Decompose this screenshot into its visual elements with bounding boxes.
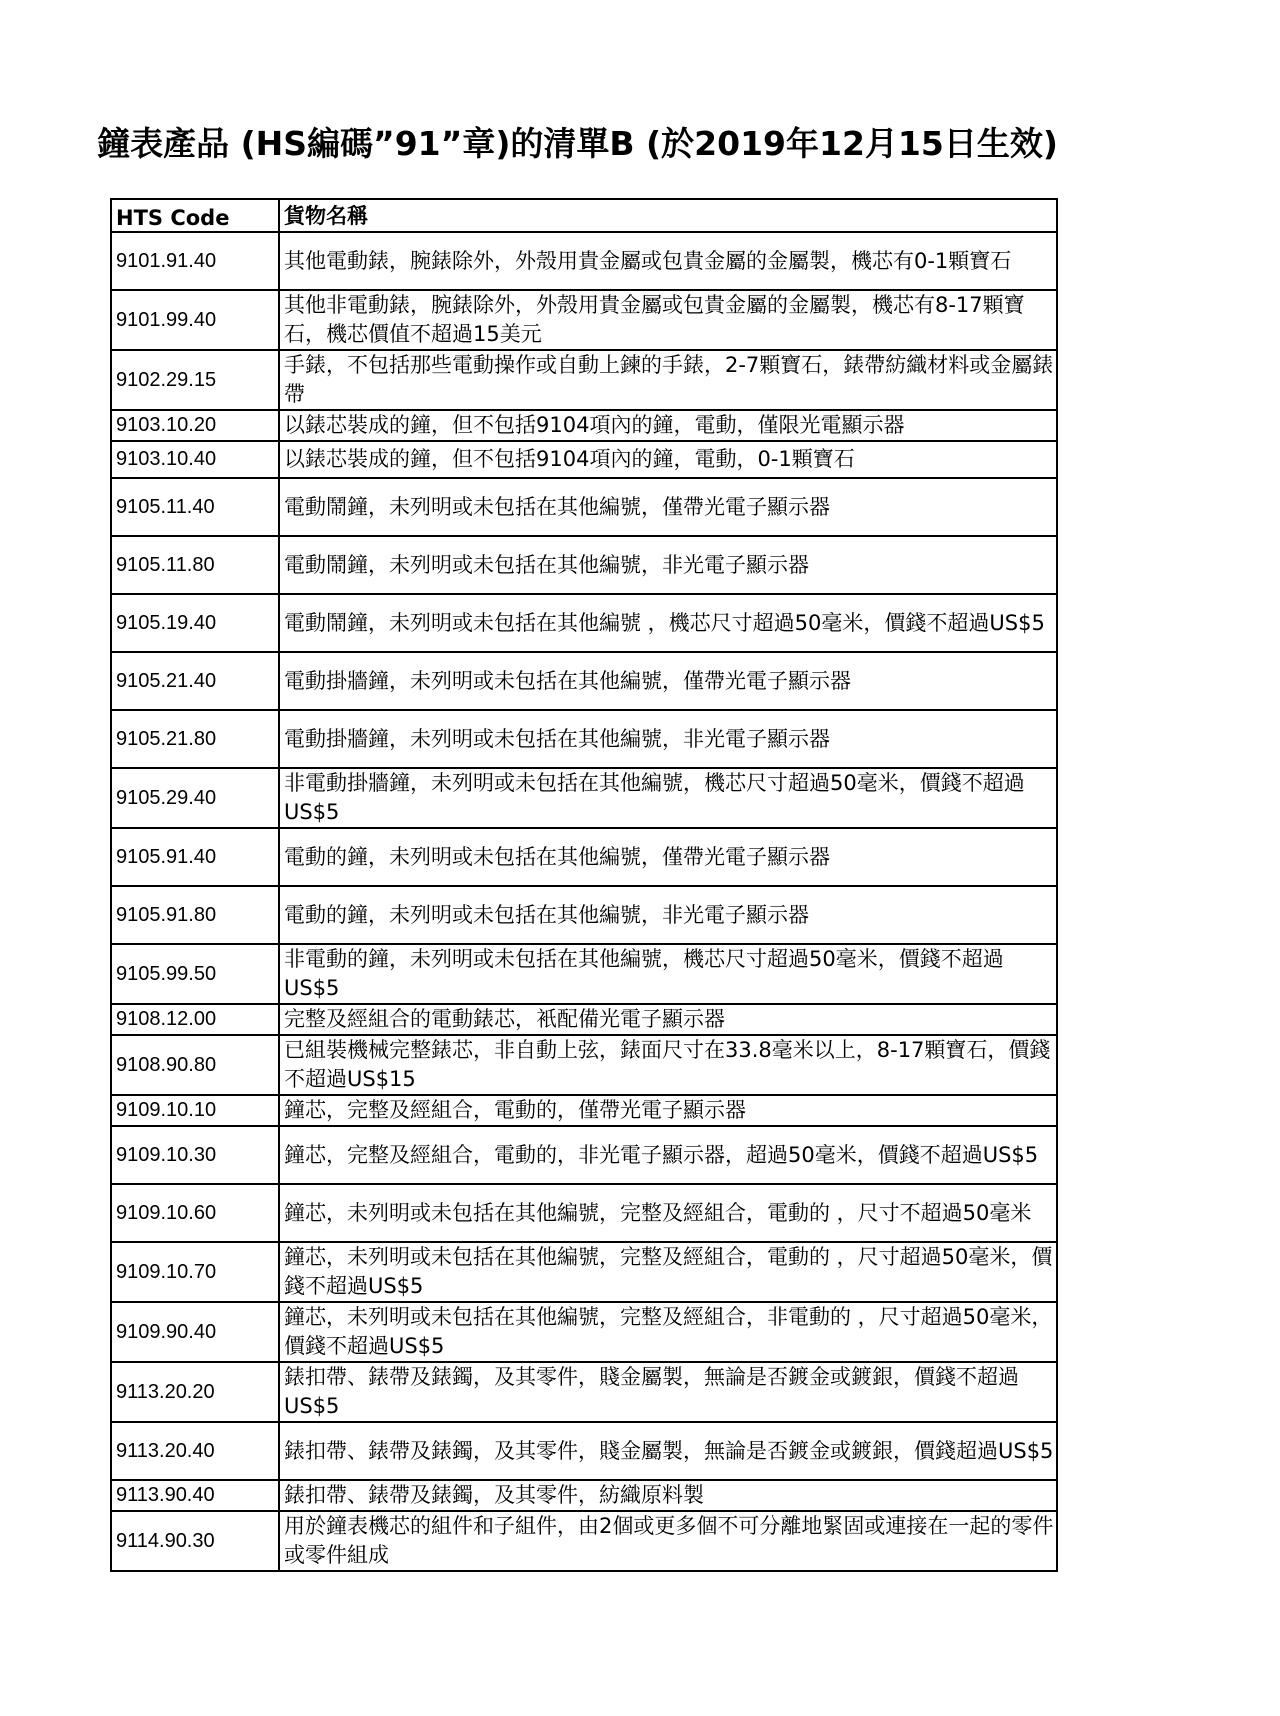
goods-description-cell: 已組裝機械完整錶芯，非自動上弦，錶面尺寸在33.8毫米以上，8-17顆寶石，價錢不超過US$15 xyxy=(279,1035,1057,1095)
goods-description-cell: 電動鬧鐘，未列明或未包括在其他編號 ，機芯尺寸超過50毫米，價錢不超過US$5 xyxy=(279,594,1057,652)
goods-description-cell: 以錶芯裝成的鐘，但不包括9104項內的鐘，電動，0-1顆寶石 xyxy=(279,441,1057,478)
table-row xyxy=(111,1035,1057,1095)
goods-description-cell: 完整及經組合的電動錶芯，衹配備光電子顯示器 xyxy=(279,1004,1057,1035)
goods-description-cell: 其他電動錶，腕錶除外，外殼用貴金屬或包貴金屬的金屬製，機芯有0-1顆寶石 xyxy=(279,232,1057,290)
table-row xyxy=(111,944,1057,1004)
table-row xyxy=(111,350,1057,410)
goods-description-cell: 鐘芯，完整及經組合，電動的，僅帶光電子顯示器 xyxy=(279,1095,1057,1126)
hts-code-cell: 9105.11.80 xyxy=(111,536,279,594)
table-row xyxy=(111,410,1057,441)
hts-code-cell: 9108.90.80 xyxy=(111,1035,279,1095)
goods-description-cell: 以錶芯裝成的鐘，但不包括9104項內的鐘，電動，僅限光電顯示器 xyxy=(279,410,1057,441)
hts-code-cell: 9109.10.70 xyxy=(111,1242,279,1302)
hts-code-cell: 9113.20.20 xyxy=(111,1362,279,1422)
goods-description-cell: 電動的鐘，未列明或未包括在其他編號，非光電子顯示器 xyxy=(279,886,1057,944)
hts-code-cell: 9109.90.40 xyxy=(111,1302,279,1362)
hts-code-cell: 9105.19.40 xyxy=(111,594,279,652)
hts-code-cell: 9105.91.40 xyxy=(111,828,279,886)
table-row xyxy=(111,1126,1057,1184)
hts-code-cell: 9114.90.30 xyxy=(111,1511,279,1571)
table-row xyxy=(111,536,1057,594)
goods-description-cell: 電動鬧鐘，未列明或未包括在其他編號，非光電子顯示器 xyxy=(279,536,1057,594)
goods-description-cell: 鐘芯，未列明或未包括在其他編號，完整及經組合，非電動的 ，尺寸超過50毫米，價錢不超過US$5 xyxy=(279,1302,1057,1362)
table-row xyxy=(111,1004,1057,1035)
goods-description-cell: 錶扣帶、錶帶及錶鐲，及其零件，賤金屬製，無論是否鍍金或鍍銀，價錢不超過US$5 xyxy=(279,1362,1057,1422)
goods-description-cell: 電動的鐘，未列明或未包括在其他編號，僅帶光電子顯示器 xyxy=(279,828,1057,886)
goods-description-cell: 電動掛牆鐘，未列明或未包括在其他編號，僅帶光電子顯示器 xyxy=(279,652,1057,710)
hts-code-cell: 9108.12.00 xyxy=(111,1004,279,1035)
table-row xyxy=(111,652,1057,710)
hts-code-cell: 9105.11.40 xyxy=(111,478,279,536)
goods-description-cell: 手錶，不包括那些電動操作或自動上鍊的手錶，2-7顆寶石，錶帶紡織材料或金屬錶帶 xyxy=(279,350,1057,410)
hts-code-cell: 9102.29.15 xyxy=(111,350,279,410)
goods-description-cell: 其他非電動錶，腕錶除外，外殼用貴金屬或包貴金屬的金屬製，機芯有8-17顆寶石，機芯價值不超過15美元 xyxy=(279,290,1057,350)
hts-code-cell: 9101.91.40 xyxy=(111,232,279,290)
document-title: 鐘表產品 (HS編碼”91”章)的清單B (於2019年12月15日生效) xyxy=(97,124,1058,163)
hts-code-cell: 9105.99.50 xyxy=(111,944,279,1004)
goods-description-cell: 鐘芯，未列明或未包括在其他編號，完整及經組合，電動的 ，尺寸超過50毫米，價錢不超過US$5 xyxy=(279,1242,1057,1302)
table-row xyxy=(111,1362,1057,1422)
hts-code-cell: 9109.10.60 xyxy=(111,1184,279,1242)
table-row xyxy=(111,1242,1057,1302)
hts-code-table xyxy=(110,198,1058,1572)
goods-description-cell: 鐘芯，未列明或未包括在其他編號，完整及經組合，電動的 ，尺寸不超過50毫米 xyxy=(279,1184,1057,1242)
table-row xyxy=(111,1302,1057,1362)
goods-description-cell: 錶扣帶、錶帶及錶鐲，及其零件，紡織原料製 xyxy=(279,1480,1057,1511)
table-row xyxy=(111,1480,1057,1511)
table-row xyxy=(111,886,1057,944)
goods-description-cell: 鐘芯，完整及經組合，電動的，非光電子顯示器，超過50毫米，價錢不超過US$5 xyxy=(279,1126,1057,1184)
table-row xyxy=(111,232,1057,290)
hts-code-cell: 9113.20.40 xyxy=(111,1422,279,1480)
goods-description-cell: 錶扣帶、錶帶及錶鐲，及其零件，賤金屬製，無論是否鍍金或鍍銀，價錢超過US$5 xyxy=(279,1422,1057,1480)
goods-description-cell: 非電動的鐘，未列明或未包括在其他編號，機芯尺寸超過50毫米，價錢不超過US$5 xyxy=(279,944,1057,1004)
table-row xyxy=(111,441,1057,478)
goods-description-cell: 用於鐘表機芯的組件和子組件，由2個或更多個不可分離地緊固或連接在一起的零件或零件組成 xyxy=(279,1511,1057,1571)
hts-code-cell: 9101.99.40 xyxy=(111,290,279,350)
hts-code-cell: 9105.91.80 xyxy=(111,886,279,944)
table-row xyxy=(111,1422,1057,1480)
table-row xyxy=(111,290,1057,350)
hts-code-cell: 9109.10.30 xyxy=(111,1126,279,1184)
table-row xyxy=(111,1095,1057,1126)
table-row xyxy=(111,768,1057,828)
hts-code-cell: 9105.29.40 xyxy=(111,768,279,828)
table-body xyxy=(111,232,1057,1571)
table-row xyxy=(111,1184,1057,1242)
table-row xyxy=(111,710,1057,768)
column-header-hts-code: HTS Code xyxy=(111,199,279,232)
goods-description-cell: 電動鬧鐘，未列明或未包括在其他編號，僅帶光電子顯示器 xyxy=(279,478,1057,536)
hts-code-cell: 9109.10.10 xyxy=(111,1095,279,1126)
hts-code-cell: 9103.10.20 xyxy=(111,410,279,441)
hts-code-cell: 9103.10.40 xyxy=(111,441,279,478)
table-header-row xyxy=(111,199,1057,232)
hts-code-cell: 9113.90.40 xyxy=(111,1480,279,1511)
table-row xyxy=(111,478,1057,536)
hts-code-cell: 9105.21.40 xyxy=(111,652,279,710)
table-row xyxy=(111,1511,1057,1571)
goods-description-cell: 非電動掛牆鐘，未列明或未包括在其他編號，機芯尺寸超過50毫米，價錢不超過US$5 xyxy=(279,768,1057,828)
column-header-description: 貨物名稱 xyxy=(279,199,1057,232)
table-row xyxy=(111,594,1057,652)
hts-code-cell: 9105.21.80 xyxy=(111,710,279,768)
table-row xyxy=(111,828,1057,886)
goods-description-cell: 電動掛牆鐘，未列明或未包括在其他編號，非光電子顯示器 xyxy=(279,710,1057,768)
